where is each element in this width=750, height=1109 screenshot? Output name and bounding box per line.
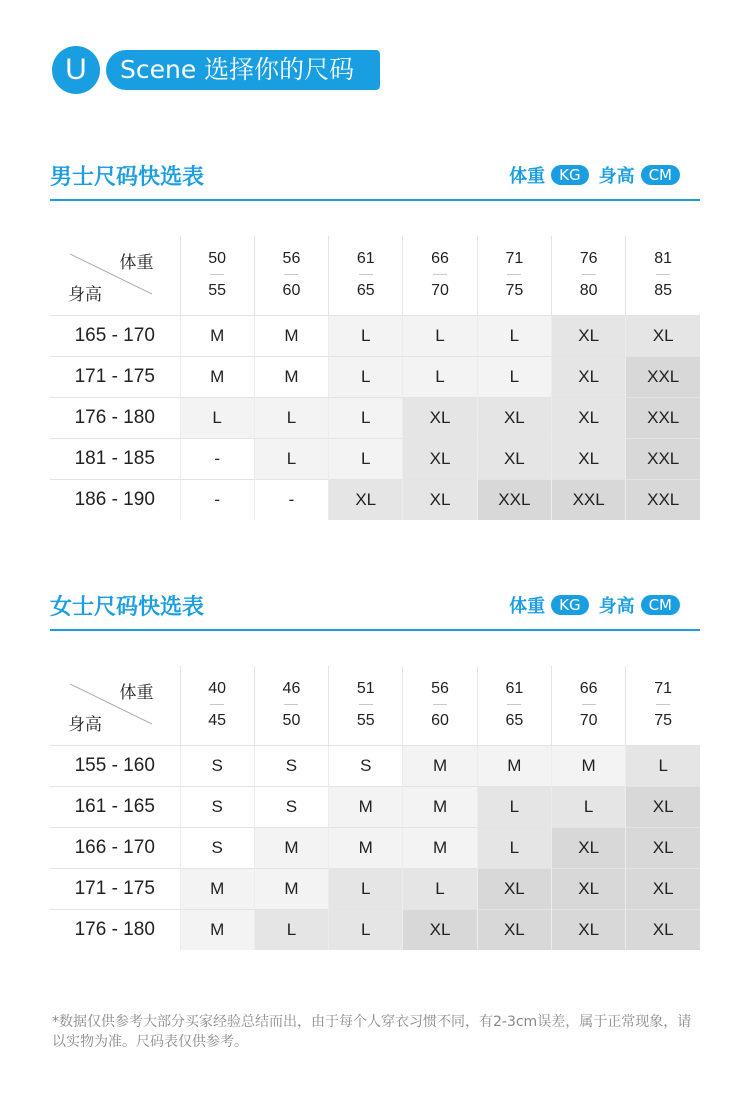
weight-range-header: [477, 666, 551, 745]
size-cell: S: [329, 745, 403, 786]
height-range-cell: 161 - 165: [50, 786, 180, 827]
size-cell: S: [180, 827, 254, 868]
size-cell: M: [180, 356, 254, 397]
size-cell: M: [551, 745, 625, 786]
height-range-cell: 181 - 185: [50, 438, 180, 479]
table-row: [50, 786, 700, 827]
size-cell: L: [329, 356, 403, 397]
size-cell: XXL: [626, 397, 700, 438]
size-cell: -: [180, 438, 254, 479]
weight-min: 61: [329, 249, 402, 275]
size-cell: XL: [403, 909, 477, 950]
weight-min: 61: [478, 679, 551, 705]
weight-unit-tag: KG: [551, 165, 588, 185]
height-axis-label: 身高: [68, 715, 102, 734]
size-cell: XL: [551, 438, 625, 479]
weight-max: 70: [431, 282, 449, 300]
weight-min: 56: [403, 679, 476, 705]
weight-min: 56: [255, 249, 328, 275]
weight-max: 65: [505, 712, 524, 730]
size-cell: L: [329, 438, 403, 479]
size-cell: M: [254, 356, 328, 397]
corner-cell: [50, 236, 180, 315]
size-cell: M: [180, 909, 254, 950]
weight-max: 65: [356, 282, 375, 300]
size-cell: -: [180, 479, 254, 520]
size-cell: XL: [626, 827, 700, 868]
size-cell: L: [477, 315, 551, 356]
size-cell: M: [403, 745, 477, 786]
weight-range-header: [477, 236, 551, 315]
size-cell: M: [254, 315, 328, 356]
weight-max: 50: [282, 712, 301, 730]
men-size-table: [50, 236, 700, 520]
size-cell: L: [180, 397, 254, 438]
height-range-cell: 166 - 170: [50, 827, 180, 868]
weight-max: 60: [431, 712, 449, 730]
size-cell: XL: [551, 356, 625, 397]
size-cell: XXL: [551, 479, 625, 520]
height-range-cell: 176 - 180: [50, 909, 180, 950]
size-cell: M: [180, 868, 254, 909]
size-cell: L: [329, 909, 403, 950]
weight-range-header: [180, 666, 254, 745]
size-cell: XL: [551, 827, 625, 868]
brand-badge: [52, 46, 382, 94]
weight-max: 75: [654, 712, 673, 730]
size-cell: XXL: [626, 356, 700, 397]
weight-min: 51: [329, 679, 402, 705]
weight-max: 45: [208, 712, 227, 730]
size-cell: L: [403, 868, 477, 909]
weight-unit-tag: KG: [551, 595, 588, 615]
size-cell: S: [254, 786, 328, 827]
size-cell: L: [626, 745, 700, 786]
size-cell: XL: [403, 479, 477, 520]
size-cell: L: [329, 868, 403, 909]
weight-min: 71: [626, 679, 700, 705]
section-divider: [50, 629, 700, 631]
weight-range-header: [329, 236, 403, 315]
height-range-cell: 171 - 175: [50, 868, 180, 909]
size-cell: XL: [626, 786, 700, 827]
table-row: [50, 868, 700, 909]
weight-max: 80: [579, 282, 598, 300]
size-cell: XXL: [477, 479, 551, 520]
size-cell: S: [180, 745, 254, 786]
section-title: 男士尺码快选表: [50, 165, 205, 190]
weight-min: 76: [552, 249, 625, 275]
weight-min: 50: [181, 249, 254, 275]
size-cell: L: [254, 909, 328, 950]
height-axis-label: 身高: [68, 285, 102, 304]
weight-max: 70: [579, 712, 598, 730]
size-cell: S: [254, 745, 328, 786]
weight-header-row: [50, 236, 700, 315]
size-cell: XXL: [626, 479, 700, 520]
weight-range-header: [180, 236, 254, 315]
size-cell: S: [180, 786, 254, 827]
size-cell: XL: [329, 479, 403, 520]
table-row: [50, 356, 700, 397]
size-cell: XL: [403, 397, 477, 438]
size-cell: L: [477, 827, 551, 868]
height-unit-label: 身高: [598, 166, 635, 187]
size-cell: M: [180, 315, 254, 356]
height-unit-label: 身高: [598, 596, 635, 617]
height-unit-tag: CM: [641, 165, 680, 185]
size-cell: -: [254, 479, 328, 520]
size-cell: M: [477, 745, 551, 786]
weight-range-header: [329, 666, 403, 745]
size-cell: M: [254, 827, 328, 868]
size-cell: XL: [626, 868, 700, 909]
footnote: *数据仅供参考大部分买家经验总结而出，由于每个人穿衣习惯不同，有2-3cm误差，属于正常现象，请以实物为准。尺码表仅供参考。: [52, 1014, 692, 1050]
size-cell: L: [477, 786, 551, 827]
unit-legend: [509, 162, 680, 188]
size-cell: XL: [551, 868, 625, 909]
size-cell: XL: [477, 868, 551, 909]
size-cell: XL: [626, 315, 700, 356]
table-row: [50, 397, 700, 438]
section-title: 女士尺码快选表: [50, 595, 205, 620]
weight-min: 71: [478, 249, 551, 275]
size-cell: M: [403, 786, 477, 827]
table-row: [50, 827, 700, 868]
size-cell: L: [551, 786, 625, 827]
size-cell: XL: [551, 397, 625, 438]
size-cell: XL: [477, 438, 551, 479]
size-cell: M: [254, 868, 328, 909]
weight-max: 55: [208, 282, 227, 300]
weight-min: 40: [181, 679, 254, 705]
size-cell: XL: [626, 909, 700, 950]
weight-min: 46: [255, 679, 328, 705]
weight-axis-label: 体重: [119, 683, 154, 702]
size-cell: M: [403, 827, 477, 868]
height-range-cell: 176 - 180: [50, 397, 180, 438]
corner-cell: [50, 666, 180, 745]
size-cell: XL: [477, 909, 551, 950]
table-row: [50, 315, 700, 356]
weight-range-header: [551, 236, 625, 315]
weight-min: 66: [403, 249, 476, 275]
size-cell: M: [329, 827, 403, 868]
weight-range-header: [551, 666, 625, 745]
weight-max: 55: [356, 712, 375, 730]
weight-unit-label: 体重: [509, 596, 546, 617]
size-cell: L: [403, 356, 477, 397]
size-cell: XL: [551, 909, 625, 950]
height-unit-tag: CM: [641, 595, 680, 615]
size-cell: XL: [551, 315, 625, 356]
table-row: [50, 745, 700, 786]
size-cell: L: [254, 438, 328, 479]
height-range-cell: 165 - 170: [50, 315, 180, 356]
weight-unit-label: 体重: [509, 166, 546, 187]
size-cell: L: [329, 397, 403, 438]
weight-range-header: [626, 236, 700, 315]
weight-header-row: [50, 666, 700, 745]
weight-axis-label: 体重: [119, 253, 154, 272]
weight-range-header: [254, 666, 328, 745]
height-range-cell: 186 - 190: [50, 479, 180, 520]
table-row: [50, 438, 700, 479]
weight-max: 60: [282, 282, 301, 300]
brand-logo-circle: U: [52, 46, 100, 94]
size-cell: XL: [403, 438, 477, 479]
size-cell: L: [403, 315, 477, 356]
weight-range-header: [403, 666, 477, 745]
size-cell: L: [329, 315, 403, 356]
height-range-cell: 155 - 160: [50, 745, 180, 786]
table-row: [50, 479, 700, 520]
weight-max: 85: [654, 282, 673, 300]
weight-range-header: [254, 236, 328, 315]
weight-range-header: [403, 236, 477, 315]
size-cell: L: [254, 397, 328, 438]
height-range-cell: 171 - 175: [50, 356, 180, 397]
size-cell: L: [477, 356, 551, 397]
weight-range-header: [626, 666, 700, 745]
section-divider: [50, 199, 700, 201]
size-cell: XL: [477, 397, 551, 438]
size-cell: XXL: [626, 438, 700, 479]
weight-max: 75: [505, 282, 524, 300]
unit-legend: [509, 592, 680, 618]
table-row: [50, 909, 700, 950]
weight-min: 66: [552, 679, 625, 705]
weight-min: 81: [626, 249, 700, 275]
brand-title: Scene 选择你的尺码: [106, 50, 380, 90]
women-size-table: [50, 666, 700, 950]
size-cell: M: [329, 786, 403, 827]
